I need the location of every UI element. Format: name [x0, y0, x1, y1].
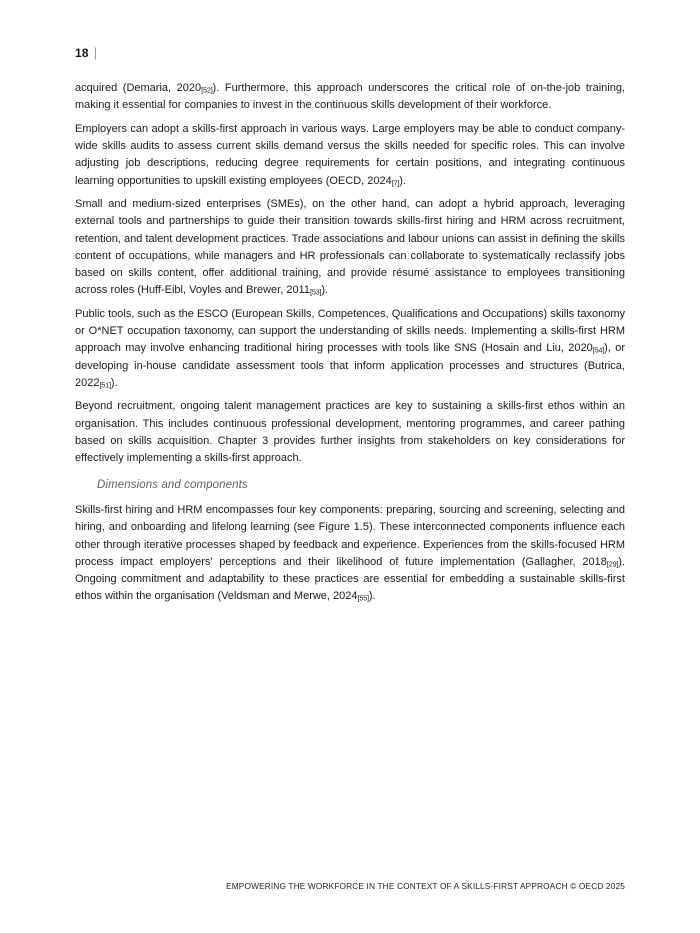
- body-paragraph: Beyond recruitment, ongoing talent management practices are key to sustaining a skills-first ethos within an organisation. This includes continuous professional development, mentoring programmes, and career pathing based on skills acquisition. Chapter 3 provides further insights from stakeholders on key considerations for effectively implementing a skills-first approach.: [75, 400, 625, 465]
- body-paragraph: Small and medium-sized enterprises (SMEs), on the other hand, can adopt a hybrid approach, leveraging external tools and partnerships to guide their transition towards skills-first hiring and HRM across recruitment, retention, and talent development practices. Trade associations and labour unions can assist in defining the skills content of occupations, while managers and HR professionals can collaborate to systematically reclassify jobs based on skills content, offer additional training, and provide résumé assistance to employees transitioning across roles (Huff-Eibl, Voyles and Brewer, $2011_{[53]}$).: [75, 198, 625, 297]
- header-separator: |: [93, 45, 98, 60]
- page-content: [75, 45, 625, 612]
- page-number: 18: [75, 46, 89, 60]
- section-heading: Dimensions and components: [97, 479, 248, 492]
- page-footer: EMPOWERING THE WORKFORCE IN THE CONTEXT OF A SKILLS-FIRST APPROACH © OECD 2025: [226, 881, 625, 891]
- body-paragraph: acquired (Demaria, $2020_{[52]}$). Furthermore, this approach underscores the critical role of on-the-job training, making it essential for companies to invest in the continuous skills development of their workforce.: [75, 82, 625, 112]
- body-paragraph: Public tools, such as the ESCO (European Skills, Competences, Qualifications and Occupations) skills taxonomy or O*NET occupation taxonomy, can support the understanding of skills needs. Implementing a skills-first HRM approach may involve enhancing traditional hiring processes with tools like SNS (Hosain and Liu, $2020_{[54]}$), or developing in-house candidate assessment tools that inform application processes and structures (Butrica, $2022_{[51]}$).: [75, 307, 625, 390]
- page-header: [75, 45, 625, 60]
- body-paragraph: Employers can adopt a skills-first approach in various ways. Large employers may be able to conduct company-wide skills audits to assess current skills demand versus the skills needed for specific roles. This can involve adjusting job descriptions, reducing degree requirements for certain positions, and integrating continuous learning opportunities to upskill existing employees (OECD, $2024_{[7]}$).: [75, 122, 625, 188]
- body-paragraph: Skills-first hiring and HRM encompasses four key components: preparing, sourcing and screening, selecting and hiring, and onboarding and lifelong learning (see Figure 1.5). These interconnected components influence each other through iterative processes shaped by feedback and experience. Experiences from the skills-focused HRM process impact employers’ perceptions and their likelihood of future implementation (Gallagher, $2018_{[29]}$). Ongoing commitment and adaptability to these practices are essential for embedding a sustainable skills-first ethos within the organisation (Veldsman and Merwe, $2024_{[55]}$).: [75, 504, 625, 603]
